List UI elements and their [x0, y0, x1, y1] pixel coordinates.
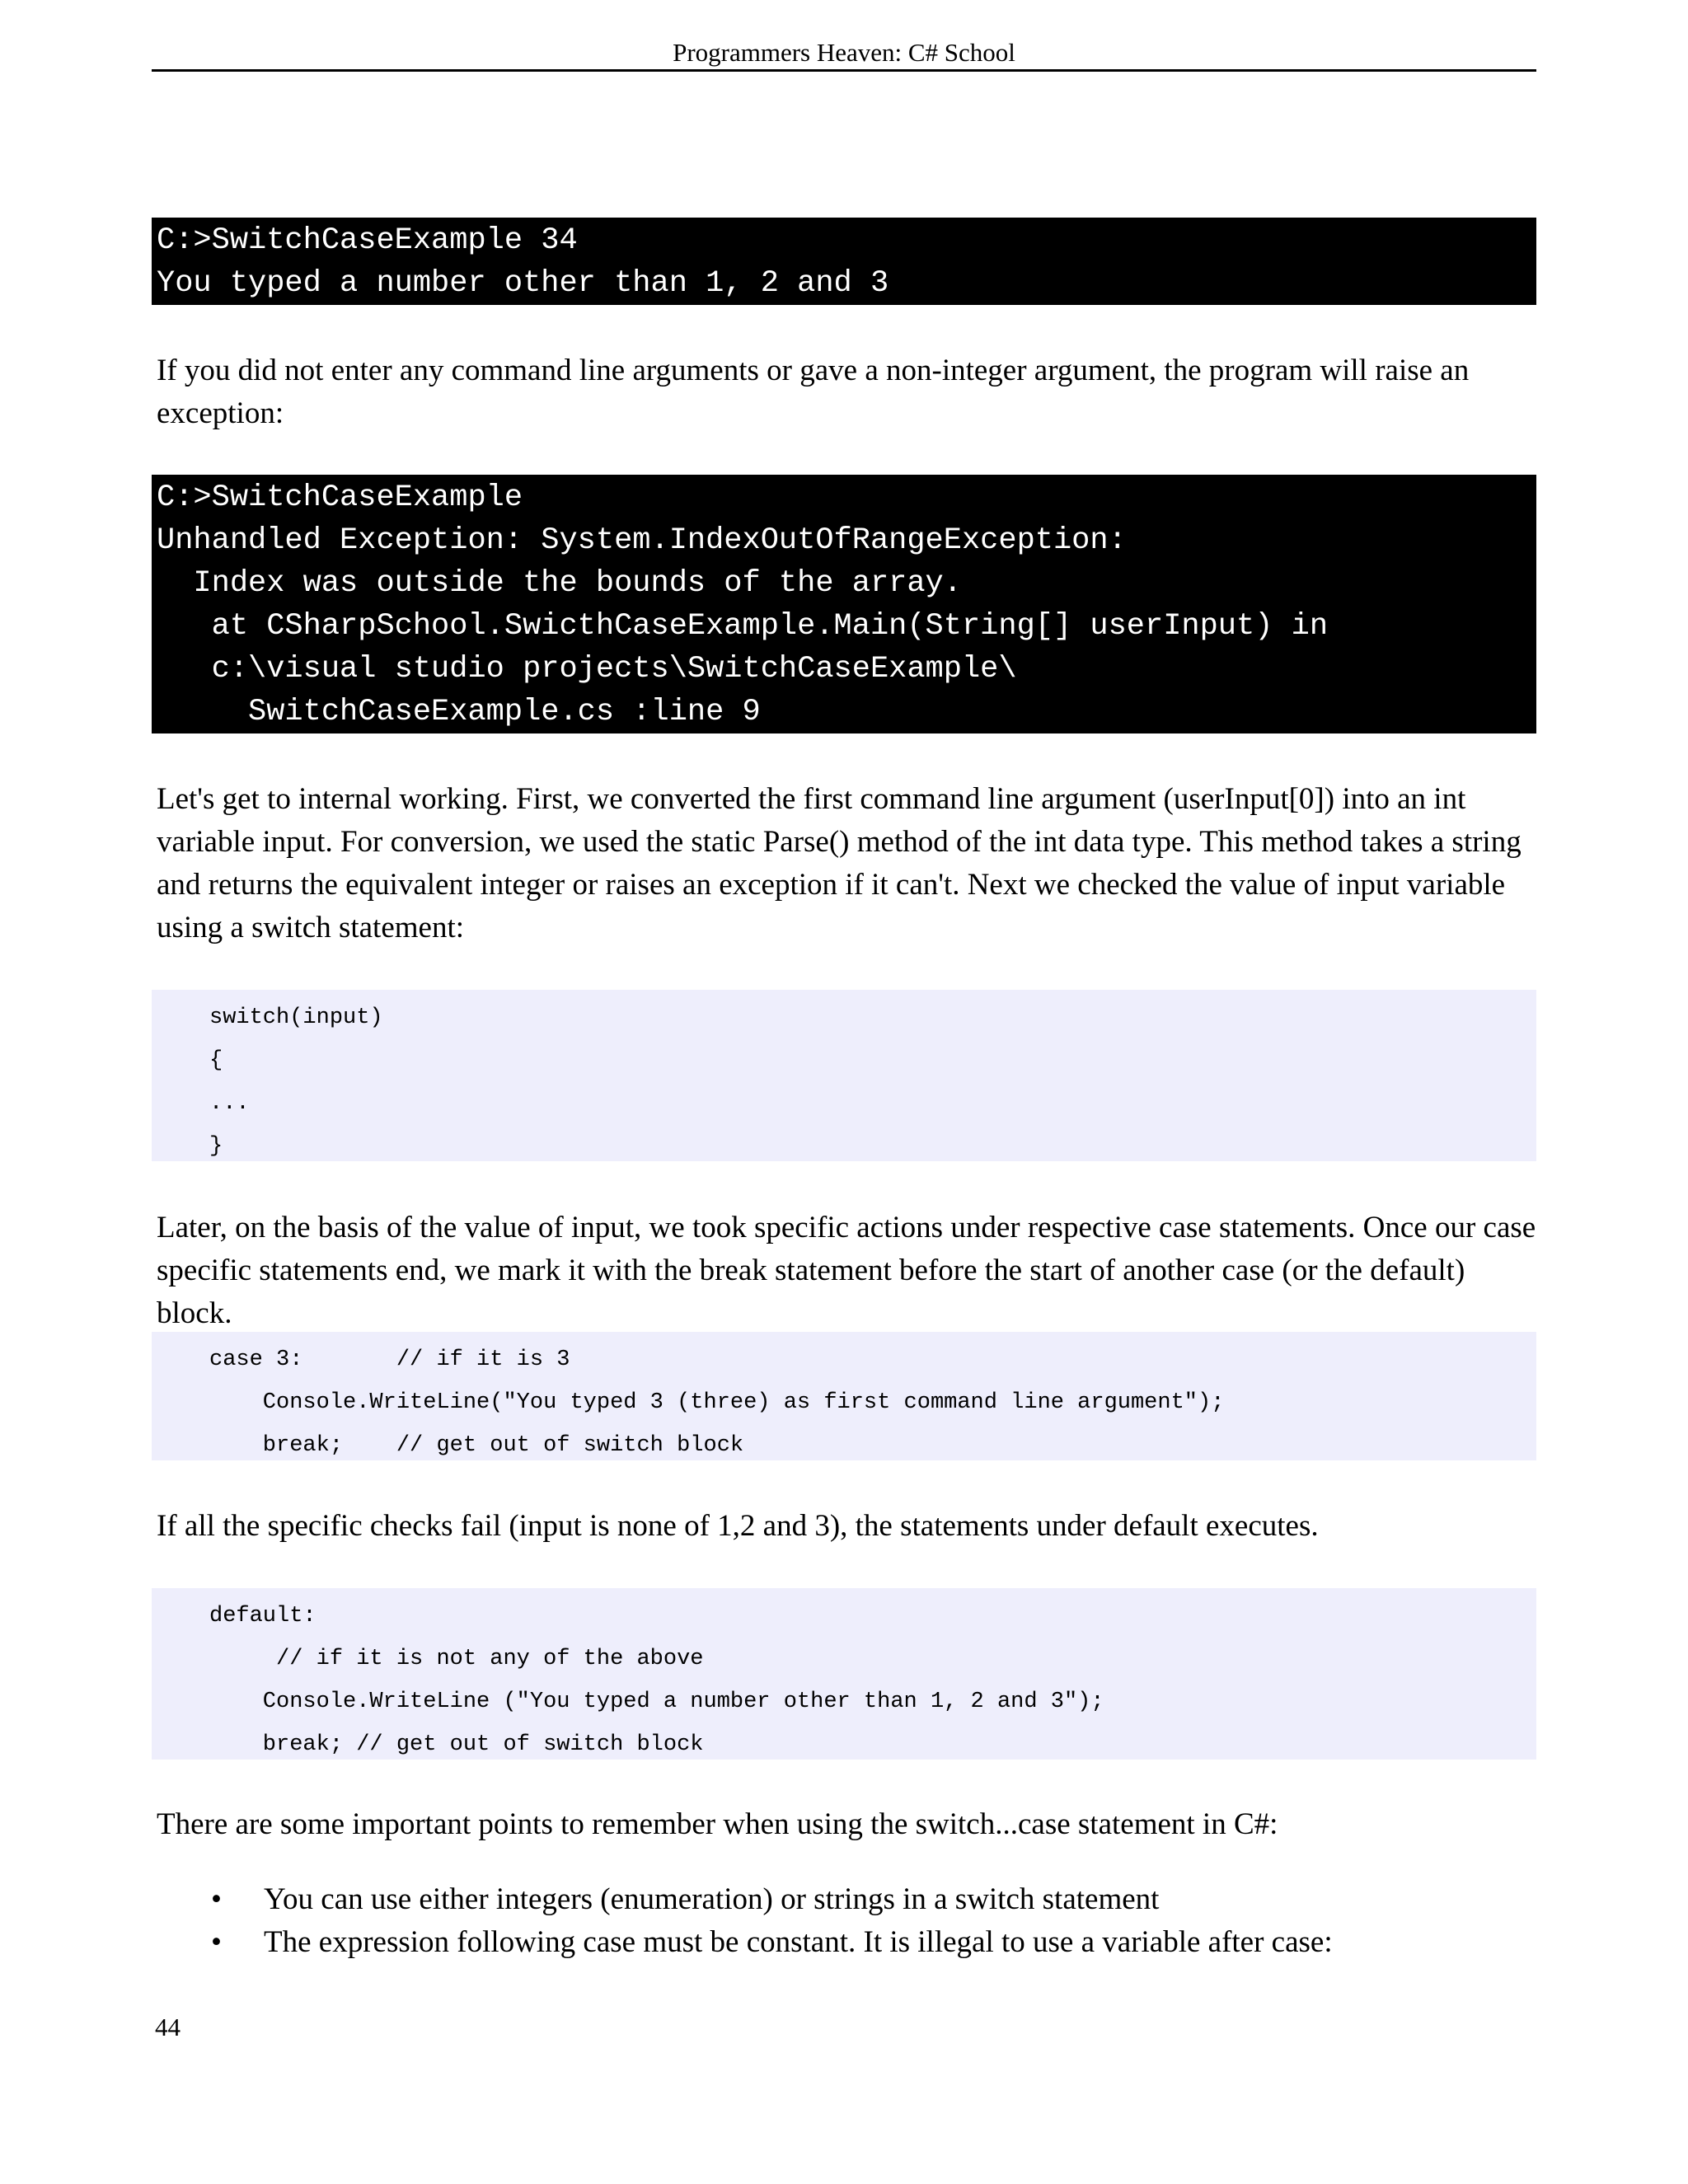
bullet-list — [157, 1878, 1541, 1964]
page-header-title: Programmers Heaven: C# School — [673, 38, 1015, 67]
code-line: Console.WriteLine ("You typed a number other than 1, 2 and 3"); — [209, 1690, 1104, 1714]
console-output-block — [152, 218, 1536, 305]
code-line: { — [209, 1048, 223, 1073]
code-line: } — [209, 1134, 223, 1159]
list-item — [157, 1921, 1541, 1964]
body-paragraph: If all the specific checks fail (input is none of 1,2 and 3), the statements under default executes. — [157, 1509, 1319, 1543]
code-line: Console.WriteLine("You typed 3 (three) as first command line argument"); — [209, 1390, 1225, 1415]
code-line: switch(input) — [209, 1005, 383, 1030]
code-line: ... — [209, 1091, 250, 1116]
code-block-default — [152, 1588, 1536, 1760]
console-line: at CSharpSchool.SwicthCaseExample.Main(String[] userInput) in — [157, 609, 1329, 644]
header-rule — [152, 69, 1536, 72]
code-line: // if it is not any of the above — [209, 1647, 704, 1671]
page-number: 44 — [155, 2013, 181, 2041]
list-item — [157, 1878, 1541, 1921]
console-line: C:>SwitchCaseExample — [157, 480, 523, 515]
code-line: break; // get out of switch block — [209, 1732, 704, 1757]
console-line: c:\visual studio projects\SwitchCaseExample\ — [157, 652, 1017, 687]
list-item-text: You can use either integers (enumeration) or strings in a switch statement — [264, 1882, 1160, 1916]
code-block-switch — [152, 990, 1536, 1161]
console-line: C:>SwitchCaseExample 34 — [157, 223, 578, 258]
body-paragraph: Let's get to internal working. First, we converted the first command line argument (userInput[0]) into an int variable input. For conversion, we used the static Parse() method of the int data type. This method takes a string and returns the equivalent integer or raises an exception if it can't. Next we checked the value of input variable using a switch statement: — [157, 782, 1522, 944]
console-line: Unhandled Exception: System.IndexOutOfRangeException: — [157, 523, 1127, 558]
bullet-icon: • — [211, 1882, 222, 1916]
console-line: You typed a number other than 1, 2 and 3 — [157, 266, 889, 301]
code-line: case 3: // if it is 3 — [209, 1347, 570, 1372]
code-line: default: — [209, 1604, 316, 1629]
code-line: break; // get out of switch block — [209, 1433, 744, 1458]
list-item-text: The expression following case must be constant. It is illegal to use a variable after case: — [264, 1925, 1333, 1959]
body-paragraph: There are some important points to remember when using the switch...case statement in C#: — [157, 1807, 1278, 1841]
body-paragraph: If you did not enter any command line arguments or gave a non-integer argument, the program will raise an exception: — [157, 354, 1470, 430]
console-line: SwitchCaseExample.cs :line 9 — [157, 695, 761, 729]
bullet-icon: • — [211, 1925, 222, 1959]
code-block-case — [152, 1332, 1536, 1460]
body-paragraph: Later, on the basis of the value of input, we took specific actions under respective case statements. Once our case specific statements end, we mark it with the break statement before the start of another case (or the default) block. — [157, 1211, 1536, 1330]
console-line: Index was outside the bounds of the array. — [157, 566, 962, 601]
console-exception-block — [152, 475, 1536, 733]
